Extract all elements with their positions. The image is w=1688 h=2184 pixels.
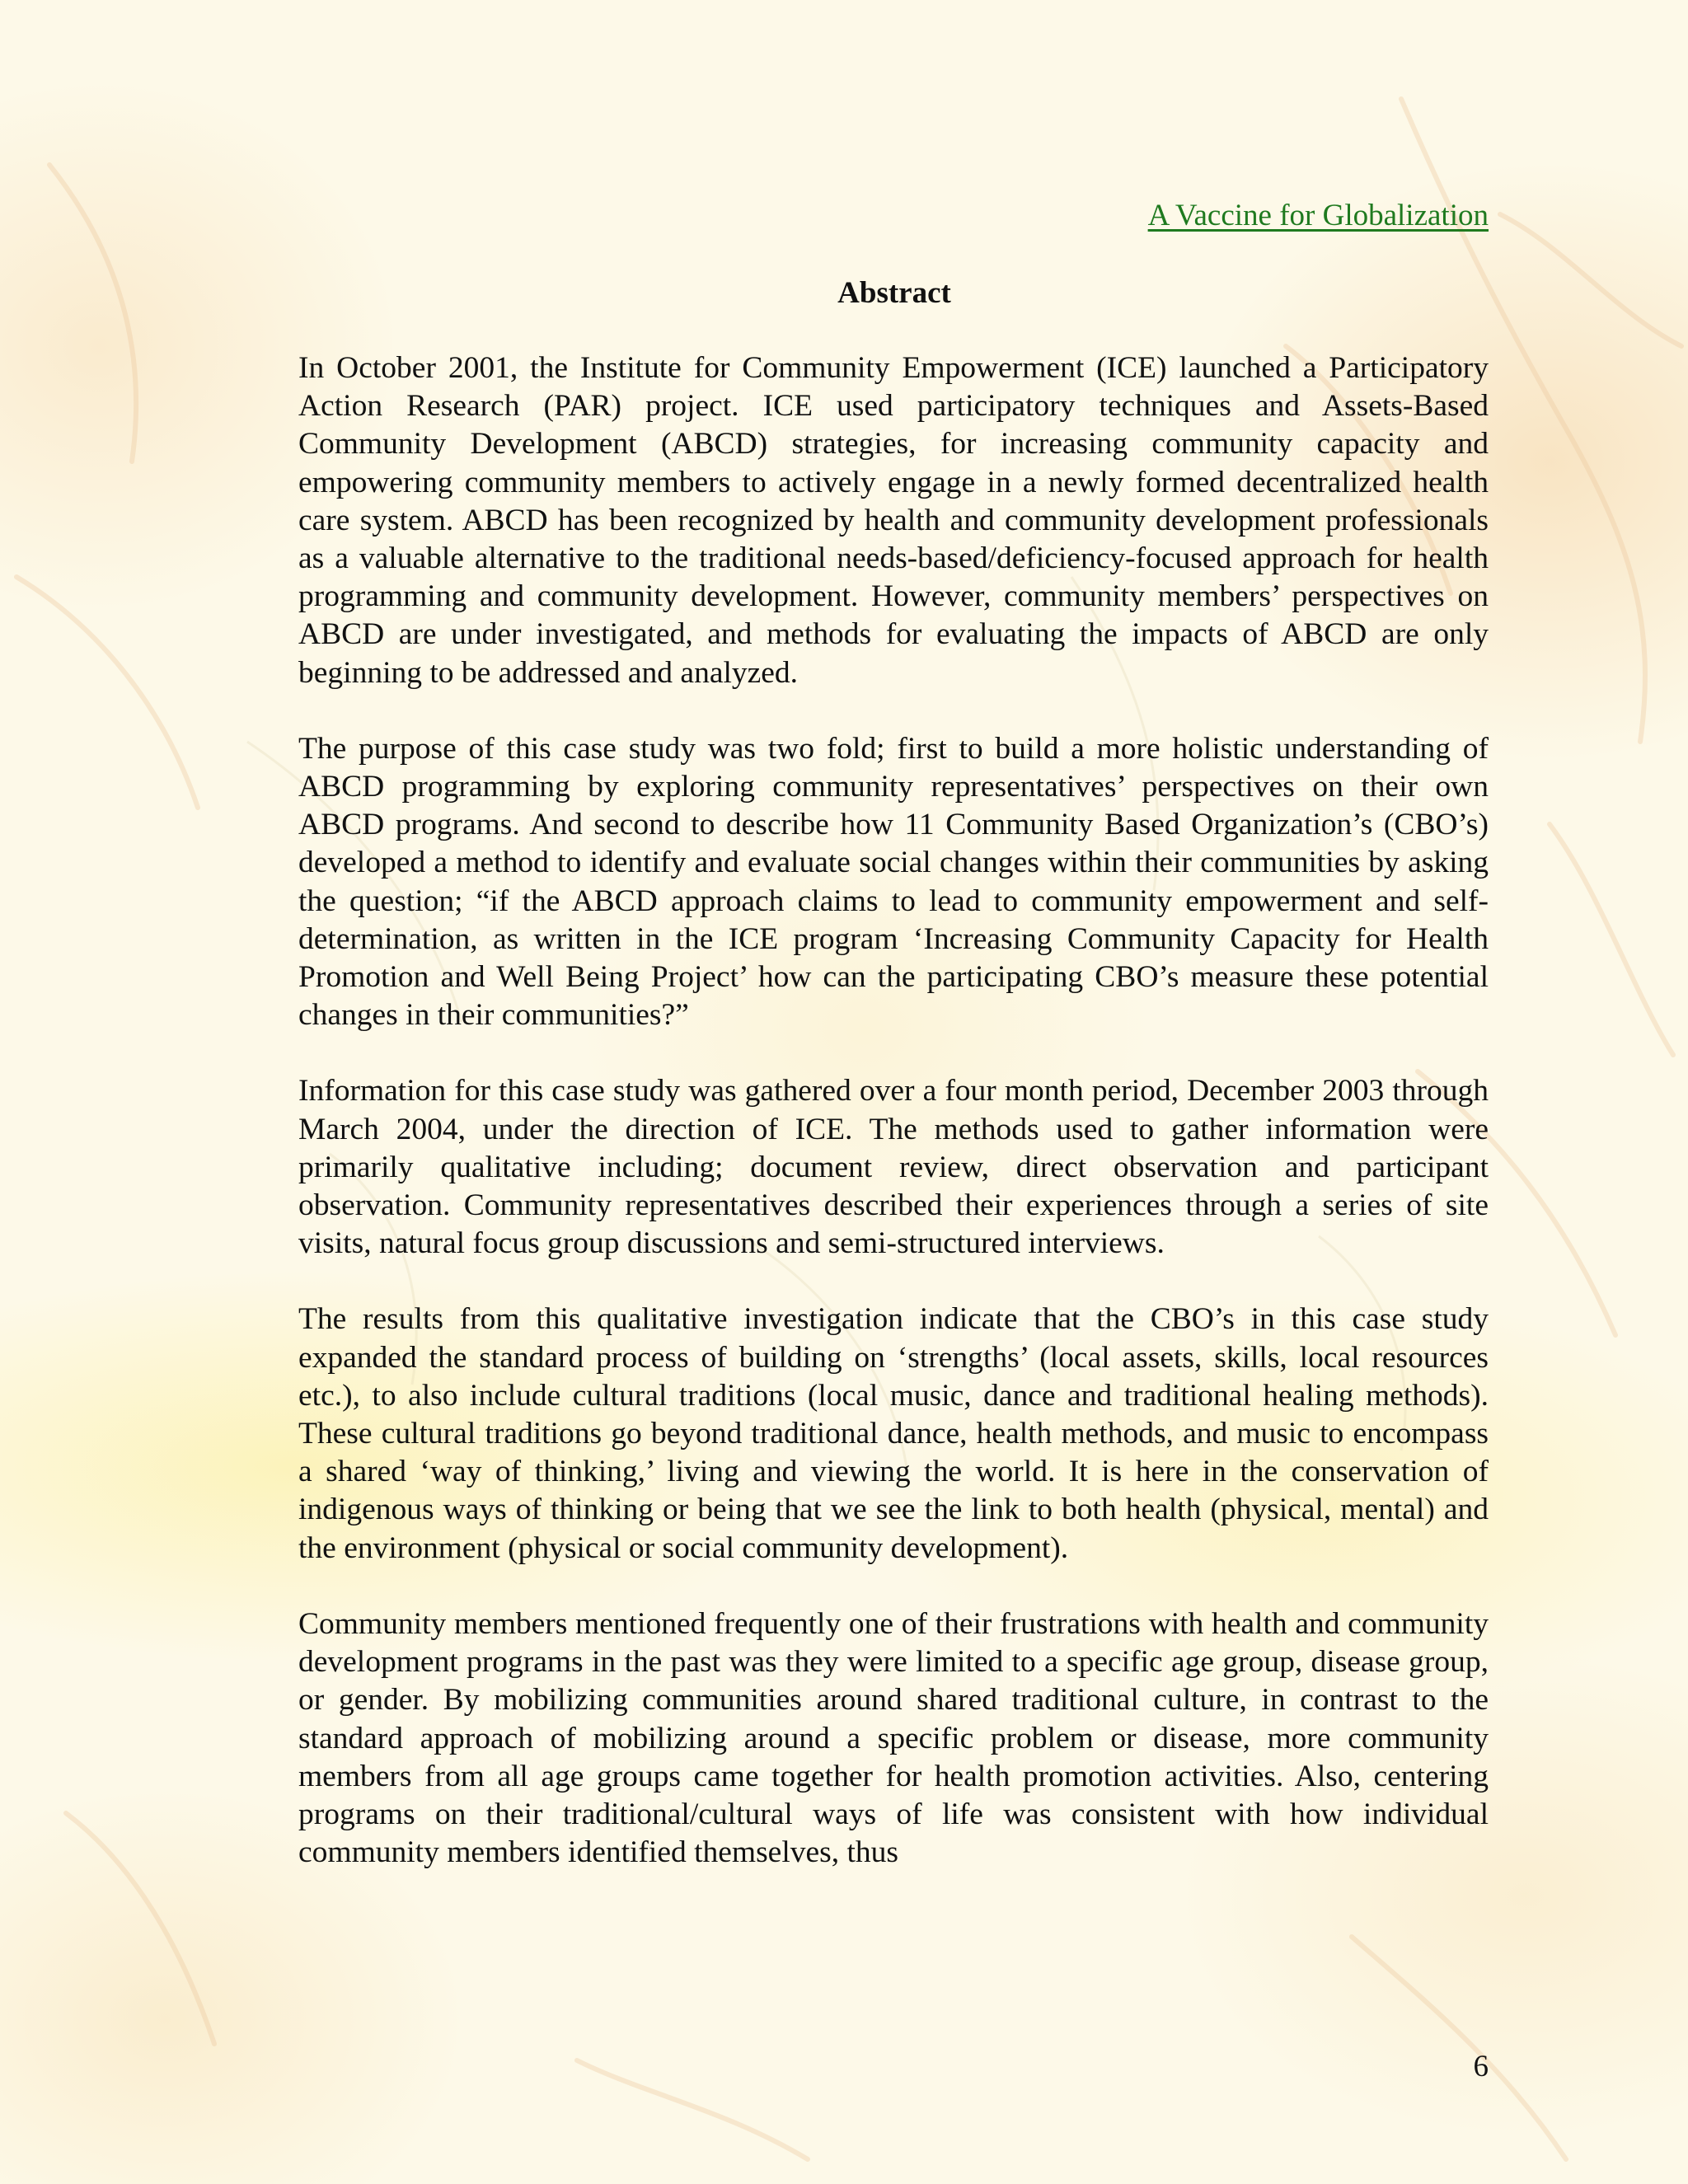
paragraph-1: In October 2001, the Institute for Community Empowerment (ICE) launched a Participatory Action Research (PAR) project. ICE used participatory techniques and Assets-Based Community Development (ABCD) strategies, for increasing community capacity and empowering community members to actively engage in a newly formed decentralized health care system. ABCD has been recognized by health and community development professionals as a valuable alternative to the traditional needs-based/deficiency-focused approach for health programming and community development. However, community members’ perspectives on ABCD are under investigated, and methods for evaluating the impacts of ABCD are only beginning to be addressed and analyzed. [298, 351, 1489, 690]
page-number: 6 [1473, 2050, 1489, 2083]
paragraph-2: The purpose of this case study was two fold; first to build a more holistic understanding of ABCD programming by exploring community representatives’ perspectives on their own ABCD programs. And second to describe how 11 Community Based Organization’s (CBO’s) developed a method to identify and evaluate social changes within their communities by asking the question; “if the ABCD approach claims to lead to community empowerment and self-determination, as written in the ICE program ‘Increasing Community Capacity for Health Promotion and Well Being Project’ how can the participating CBO’s measure these potential changes in their communities?” [298, 731, 1489, 1033]
paragraph-4: The results from this qualitative investigation indicate that the CBO’s in this case study expanded the standard process of building on ‘strengths’ (local assets, skills, local resources etc.), to also include cultural traditions (local music, dance and traditional healing methods). These cultural traditions go beyond traditional dance, health methods, and music to encompass a shared ‘way of thinking,’ living and viewing the world. It is here in the conservation of indigenous ways of thinking or being that we see the link to both health (physical, mental) and the environment (physical or social community development). [298, 1302, 1489, 1565]
abstract-body [298, 349, 1489, 1910]
section-heading: Abstract [837, 276, 951, 310]
paragraph-3: Information for this case study was gathered over a four month period, December 2003 through March 2004, under the direction of ICE. The methods used to gather information were primarily qualitative including; document review, direct observation and participant observation. Community representatives described their experiences through a series of site visits, natural focus group discussions and semi-structured interviews. [298, 1074, 1489, 1261]
running-header[interactable]: A Vaccine for Globalization [1147, 199, 1489, 232]
paragraph-5: Community members mentioned frequently one of their frustrations with health and community development programs in the past was they were limited to a specific age group, disease group, or gender. By mobilizing communities around shared traditional culture, in contrast to the standard approach of mobilizing around a specific problem or disease, more community members from all age groups came together for health promotion activities. Also, centering programs on their traditional/cultural ways of life was consistent with how individual community members identified themselves, thus [298, 1606, 1489, 1870]
